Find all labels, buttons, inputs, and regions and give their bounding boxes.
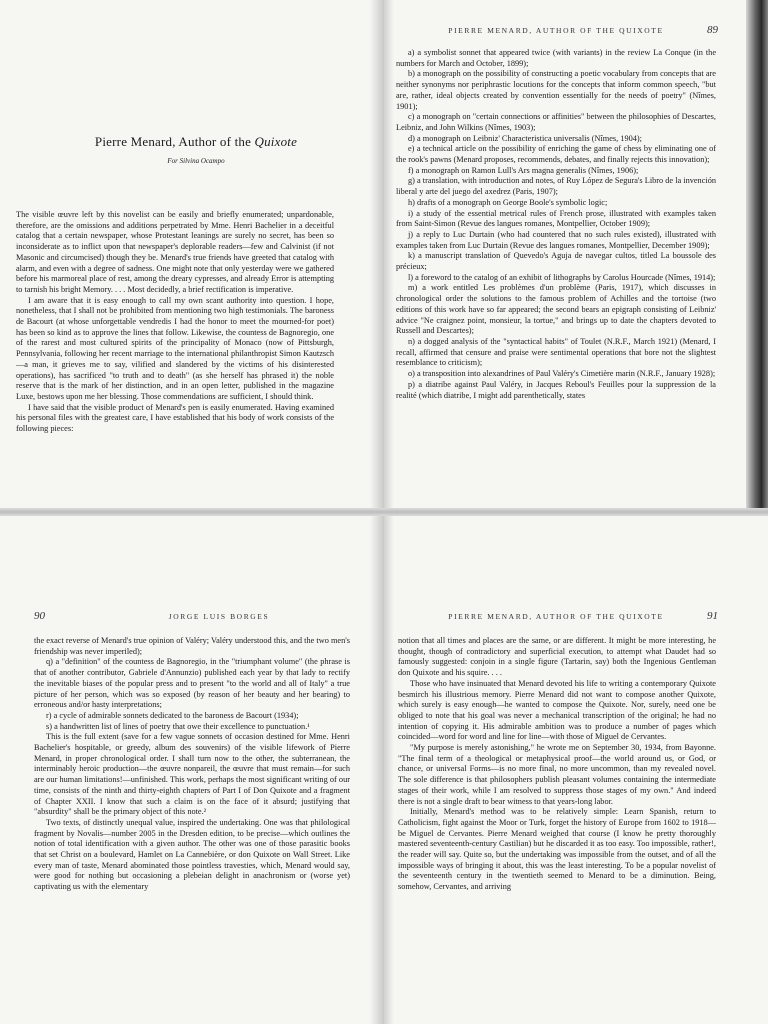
list-item: d) a monograph on Leibniz' Characteristica universalis (Nîmes, 1904); — [408, 133, 642, 143]
list-item: h) drafts of a monograph on George Boole's symbolic logic; — [408, 197, 608, 207]
list-item: c) a monograph on "certain connections or affinities" between the philosophies of Descartes, Leibniz, and John Wilkins (Nîmes, 1903); — [396, 112, 716, 132]
page-90 — [0, 512, 384, 1024]
running-head-title: JORGE LUIS BORGES — [168, 612, 270, 621]
page-number: 90 — [34, 610, 45, 622]
paragraph: I have said that the visible product of Menard's pen is easily enumerated. Having examined his personal files with the greatest care, I have established that his body of work consists of the following pieces: — [16, 402, 334, 434]
list-item: p) a diatribe against Paul Valéry, in Jacques Reboul's Feuilles pour la suppression de la realité (which diatribe, I might add parenthetically, states — [396, 379, 716, 400]
dedication: For Silvina Ocampo — [167, 157, 225, 165]
list-item: q) a "definition" of the countess de Bagnoregio, in the "triumphant volume" (the phrase is that of another contributor, Gabriele d'Annunzio) published each year by that lady to rectify the inevitable biases of the popular press and to present "to the world and all of Italy" a true picture of her person, which was so exposed (by reason of her beauty and her bearing) to erroneous and/or hasty interpretations; — [34, 657, 350, 710]
paragraph: notion that all times and places are the same, or are different. It might be more interesting, he thought, though of contradictory and superficial execution, to attempt what Daudet had so famously suggested: conjoin in a single figure (Tartarin, say) both the Ingenious Gentleman don Quixote and his squire. . . . — [398, 636, 716, 678]
list-item: i) a study of the essential metrical rules of French prose, illustrated with examples taken from Saint-Simon (Revue des langues romanes, Montpellier, October 1909); — [396, 208, 716, 229]
page-89 — [384, 0, 768, 512]
gutter-shadow — [384, 0, 394, 512]
gutter-shadow — [384, 512, 394, 1024]
paragraph: Those who have insinuated that Menard devoted his life to writing a contemporary Quixote besmirch his illustrious memory. Pierre Menard did not want to compose another Quixote, which surely is easy enough—he wanted to compose the Quixote. Nor, surely, need one be obliged to note that his goal was never a mechanical transcription of the original; he had no intention of copying it. His admirable ambition was to produce a number of pages which coincided—word for word and line for line—with those of Miguel de Cervantes. — [398, 678, 716, 742]
scan-divider — [0, 508, 768, 516]
page-edge — [746, 0, 768, 512]
running-head-title: PIERRE MENARD, AUTHOR OF THE QUIXOTE — [448, 26, 664, 35]
body-text — [396, 48, 716, 401]
chapter-title-text: Pierre Menard, Author of the — [94, 134, 255, 149]
paragraph: "My purpose is merely astonishing," he wrote me on September 30, 1934, from Bayonne. "The final term of a theological or metaphysical proof—the world around us, or God, or chance, or universal Forms—is no more final, no more uncommon, than my revealed novel. The sole difference is that philosophers publish pleasant volumes containing the intermediate stages of their work, while I am resolved to suppress those stages of my own." And indeed there is not a single draft to bear witness to that years-long labor. — [398, 743, 716, 806]
list-item: k) a manuscript translation of Quevedo's Aguja de navegar cultos, titled La boussole des précieux; — [396, 251, 716, 272]
chapter-title — [28, 134, 364, 150]
body-text — [16, 210, 334, 435]
running-head-title: PIERRE MENARD, AUTHOR OF THE QUIXOTE — [448, 612, 664, 621]
paragraph: This is the full extent (save for a few vague sonnets of occasion destined for Mme. Henri Bachelier's hospitable, or greedy, album des souvenirs) of the visible lifework of Pierre Menard, in proper chronological order. I shall turn now to the other, the subterranean, the interminably heroic production—the œuvre nonpareil, the œuvre that must remain—for such are our human limitations!—unfinished. This work, perhaps the most significant writing of our time, consists of the ninth and thirty-eighth chapters of Part I of Don Quixote and a fragment of Chapter XXII. I know that such a claim is on the face of it absurd; justifying that "absurdity" shall be the primary object of this note.² — [34, 732, 350, 817]
page-number: 91 — [707, 610, 718, 622]
gutter-shadow — [370, 0, 384, 512]
list-item: g) a translation, with introduction and notes, of Ruy López de Segura's Libro de la invención liberal y arte del juego del axedrez (Paris, 1907); — [396, 176, 716, 197]
body-text — [34, 636, 350, 893]
list-item: s) a handwritten list of lines of poetry that owe their excellence to punctuation.¹ — [46, 721, 310, 731]
list-item: l) a foreword to the catalog of an exhibit of lithographs by Carolus Hourcade (Nîmes, 1914); — [408, 272, 716, 282]
list-item: e) a technical article on the possibility of enriching the game of chess by eliminating one of the rook's pawns (Menard proposes, recommends, debates, and finally rejects this innovation); — [396, 144, 716, 165]
list-item: o) a transposition into alexandrines of Paul Valéry's Cimetière marin (N.R.F., January 1928); — [408, 369, 716, 379]
paragraph: Initially, Menard's method was to be relatively simple: Learn Spanish, return to Catholicism, fight against the Moor or Turk, forget the history of Europe from 1602 to 1918—be Miguel de Cervantes. Pierre Menard weighed that course (I know he pretty thoroughly mastered seventeenth-century Castilian) but he discarded it as too easy. Too impossible, rather!, the reader will say. Quite so, but the undertaking was impossible from the outset, and of all the impossible ways of bringing it about, this was the least interesting. To be a popular novelist of the seventeenth century in the twentieth seemed to Menard to be a diminution. Being, somehow, Cervantes, and arriving — [398, 807, 716, 892]
list-item: r) a cycle of admirable sonnets dedicated to the baroness de Bacourt (1934); — [46, 710, 299, 720]
paragraph: The visible œuvre left by this novelist can be easily and briefly enumerated; unpardonable, therefore, are the omissions and additions perpetrated by Mme. Henri Bachelier in a deceitful catalog that a certain newspaper, whose Protestant leanings are surely no secret, has been so inconsiderate as to inflict upon that newspaper's deplorable readers—few and Calvinist (if not Masonic and circumcised) though they be. Menard's true friends have greeted that catalog with alarm, and even with a degree of sadness. One might note that only yesterday were we gathered before his marmoreal place of rest, among the dreary cypresses, and already Error is attempting to tarnish his bright Memory. . . . Most decidedly, a brief rectification is imperative. — [16, 210, 334, 294]
page-88 — [0, 0, 384, 512]
body-text — [398, 636, 716, 893]
running-head — [34, 612, 364, 621]
page-number: 89 — [707, 24, 718, 36]
list-item: j) a reply to Luc Durtain (who had countered that no such rules existed), illustrated with examples taken from Luc Durtain (Revue des langues romanes, Montpellier, December 1909); — [396, 229, 716, 250]
paragraph: I am aware that it is easy enough to call my own scant authority into question. I hope, nonetheless, that I shall not be prohibited from mentioning two high testimonials. The baroness de Bacourt (at whose unforgettable vendredis I had the honor to meet the mourned-for poet) has been so kind as to approve the lines that follow. Likewise, the countess de Bagnoregio, one of the rarest and most cultured spirits of the principality of Monaco (now of Pittsburgh, Pennsylvania, following her recent marriage to the international philanthropist Simon Kautzsch—a man, it grieves me to say, vilified and slandered by the victims of his disinterested operations), has sacrificed "to truth and to death" (as she herself has phrased it) the noble reserve that is the mark of her distinction, and in an open letter, published in the magazine Luxe, bestows upon me her blessing. Those commendations are sufficient, I should think. — [16, 295, 334, 401]
list-item: b) a monograph on the possibility of constructing a poetic vocabulary from concepts that are neither synonyms nor periphrastic locutions for the concepts that inform common speech, "but are, rather, ideal objects created by convention essentially for the needs of poetry" (Nîmes, 1901); — [396, 69, 716, 111]
gutter-shadow — [370, 512, 384, 1024]
running-head — [424, 612, 718, 621]
page-91 — [384, 512, 768, 1024]
list-item: a) a symbolist sonnet that appeared twice (with variants) in the review La Conque (in the numbers for March and October, 1899); — [396, 48, 716, 68]
list-item: m) a work entitled Les problèmes d'un problème (Paris, 1917), which discusses in chronological order the solutions to the famous problem of Achilles and the tortoise (two editions of this work have so far appeared; the second bears an epigraph consisting of Leibniz' advice "Ne craignez point, monsieur, la tortue," and brings up to date the chapters devoted to Russell and Descartes); — [396, 283, 716, 336]
running-head — [424, 26, 718, 35]
list-item: f) a monograph on Ramon Lull's Ars magna generalis (Nîmes, 1906); — [408, 165, 639, 175]
chapter-title-italic: Quixote — [254, 134, 298, 149]
list-item: n) a dogged analysis of the "syntactical habits" of Toulet (N.R.F., March 1921) (Menard, I recall, affirmed that censure and praise were sentimental operations that bore not the slightest resemblance to criticism); — [396, 336, 716, 368]
paragraph: Two texts, of distinctly unequal value, inspired the undertaking. One was that philological fragment by Novalis—number 2005 in the Dresden edition, to be precise—which outlines the notion of total identification with a given author. The other was one of those parasitic books that set Christ on a boulevard, Hamlet on La Cannebière, or don Quixote on Wall Street. Like every man of taste, Menard abominated those pointless travesties, which, Menard would say, were good for nothing but occasioning a plebeian delight in anachronism or (worse yet) captivating us with the elementary — [34, 817, 350, 892]
paragraph: the exact reverse of Menard's true opinion of Valéry; Valéry understood this, and the two men's friendship was never imperiled); — [34, 636, 350, 656]
